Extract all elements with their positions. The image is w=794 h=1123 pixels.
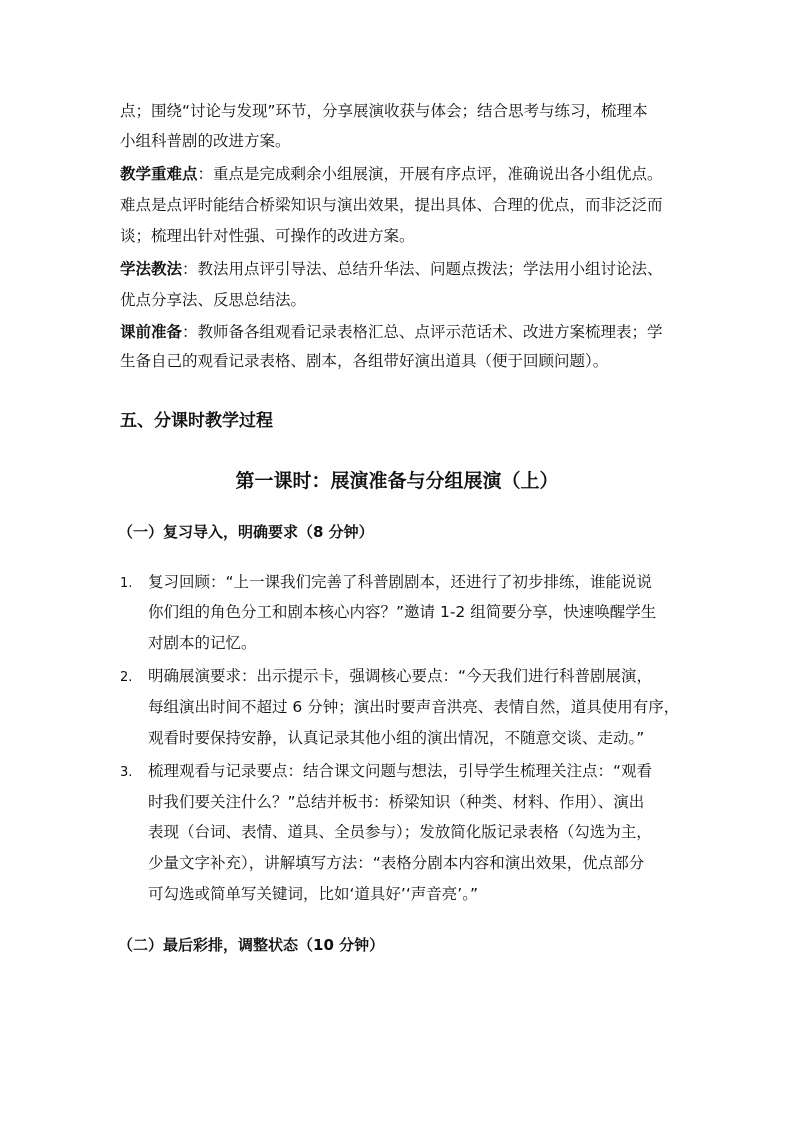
key-points-text: ：重点是完成剩余小组展演，开展有序点评，准确说出各小组优点。	[197, 165, 663, 183]
preparation-text: ：教师备各组观看记录表格汇总、点评示范话术、改进方案梳理表；学	[182, 323, 663, 341]
preparation-label: 课前准备	[120, 323, 183, 341]
key-points-label: 教学重难点	[120, 165, 198, 183]
intro-line-2: 小组科普剧的改进方案。	[120, 132, 291, 150]
item-1-line-3: 对剧本的记忆。	[148, 634, 257, 652]
item-3-number: 3.	[120, 765, 133, 780]
methods-label: 学法教法	[120, 260, 183, 278]
item-3-line-2: 时我们要关注什么？”总结并板书：桥梁知识（种类、材料、作用）、演出	[148, 793, 645, 811]
methods-line-2: 优点分享法、反思总结法。	[120, 291, 307, 309]
item-1-line-2: 你们组的角色分工和剧本核心内容？”邀请 1-2 组简要分享，快速唤醒学生	[148, 603, 657, 621]
methods-text: ：教法用点评引导法、总结升华法、问题点拨法；学法用小组讨论法、	[182, 260, 663, 278]
key-points-line-3: 谈；梳理出针对性强、可操作的改进方案。	[120, 227, 415, 245]
item-2-line-3: 观看时要保持安静，认真记录其他小组的演出情况，不随意交谈、走动。”	[148, 729, 645, 747]
intro-line-1: 点；围绕“讨论与发现”环节，分享展演收获与体会；结合思考与练习，梳理本	[120, 102, 648, 120]
part1-heading: （一）复习导入，明确要求（8 分钟）	[118, 523, 374, 541]
part2-heading: （二）最后彩排，调整状态（10 分钟）	[118, 936, 385, 954]
item-3-line-3: 表现（台词、表情、道具、全员参与）；发放简化版记录表格（勾选为主，	[148, 823, 652, 841]
preparation-line-2: 生备自己的观看记录表格、剧本，各组带好演出道具（便于回顾问题）。	[120, 352, 609, 370]
lesson-title: 第一课时：展演准备与分组展演（上）	[235, 470, 559, 492]
item-2-line-2: 每组演出时间不超过 6 分钟；演出时要声音洪亮、表情自然，道具使用有序，	[148, 698, 680, 716]
item-1-number: 1.	[120, 576, 133, 591]
item-1-line-1: 复习回顾：“上一课我们完善了科普剧剧本，还进行了初步排练，谁能说说	[148, 573, 653, 591]
item-3-line-5: 可勾选或简单写关键词，比如‘道具好’‘声音亮’。”	[148, 885, 478, 903]
methods-line-1	[120, 259, 663, 279]
key-points-line-1	[120, 164, 663, 184]
section-heading: 五、分课时教学过程	[120, 411, 273, 431]
preparation-line-1	[120, 322, 663, 342]
item-2-line-1: 明确展演要求：出示提示卡，强调核心要点：“今天我们进行科普剧展演，	[148, 667, 653, 685]
item-2-number: 2.	[120, 670, 133, 685]
item-3-line-4: 少量文字补充），讲解填写方法：“表格分剧本内容和演出效果，优点部分	[148, 854, 645, 872]
key-points-line-2: 难点是点评时能结合桥梁知识与演出效果，提出具体、合理的优点，而非泛泛而	[120, 196, 663, 214]
item-3-line-1: 梳理观看与记录要点：结合课文问题与想法，引导学生梳理关注点：“观看	[148, 762, 653, 780]
